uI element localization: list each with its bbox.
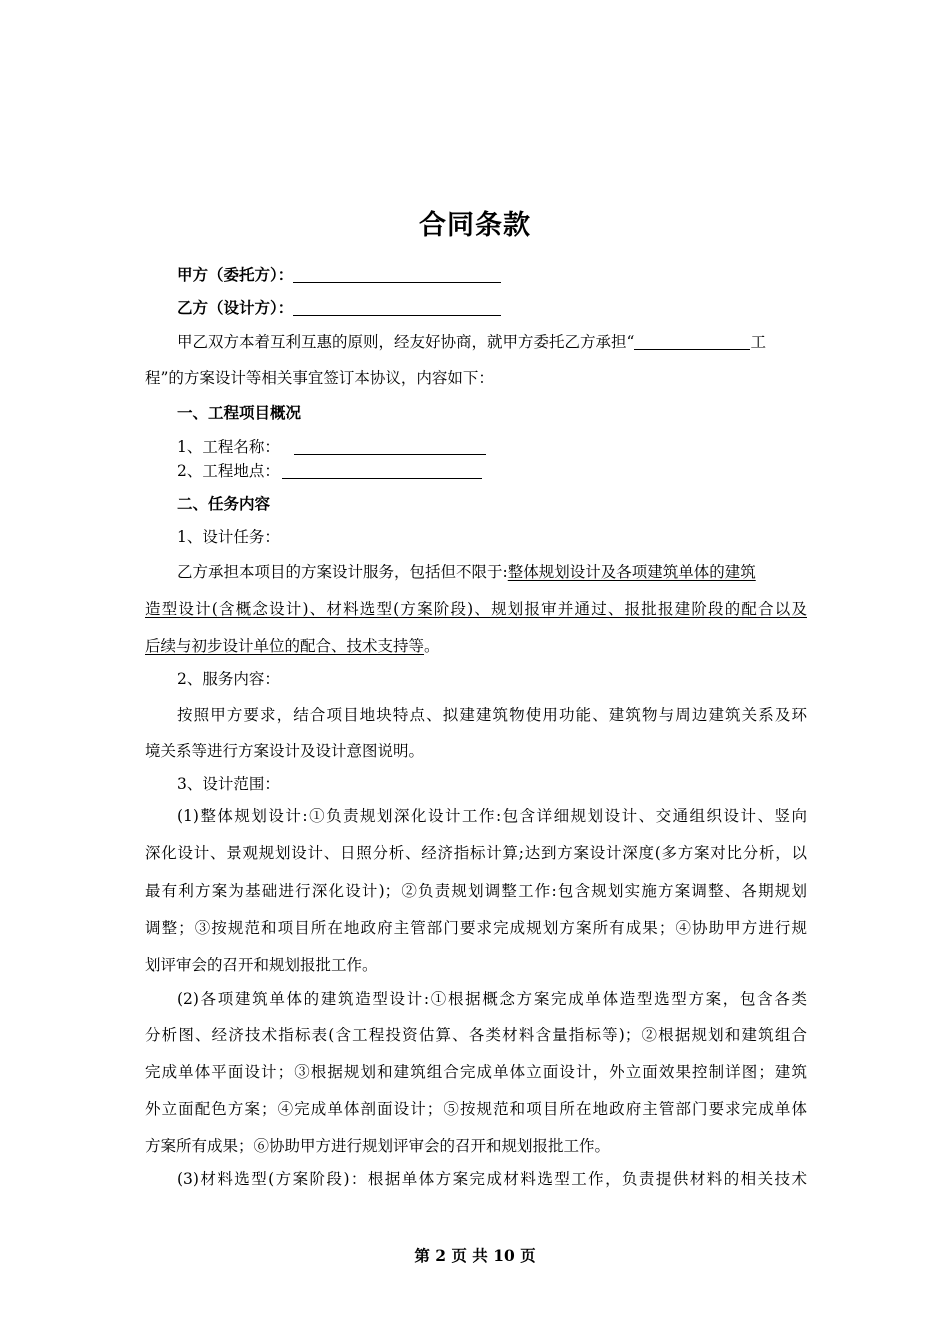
party-b-label: 乙方（设计方）：: [177, 298, 294, 317]
intro-text-b: 工: [750, 333, 766, 351]
party-a-blank[interactable]: [293, 266, 501, 283]
intro-text-a: 甲乙双方本着互利互惠的原则，经友好协商，就甲方委托乙方承担“: [177, 333, 635, 351]
task-underline-1: 整体规划设计及各项建筑单体的建筑: [507, 563, 756, 581]
party-b-blank[interactable]: [293, 299, 501, 316]
project-site-blank[interactable]: [282, 462, 482, 479]
page-footer: 第 2 页 共 10 页: [414, 1246, 536, 1265]
task-line-3: [145, 635, 807, 657]
scope-heading: 3、设计范围：: [177, 775, 280, 793]
scope-1-line-3: 最有利方案为基础进行深化设计)；②负责规划调整工作:包含规划实施方案调整、各期规划: [145, 882, 807, 900]
task-underline-3: 后续与初步设计单位的配合、技术支持等: [145, 637, 425, 655]
section-1-heading: 一、工程项目概况: [177, 403, 302, 422]
scope-1-line-1: (1)整体规划设计:①负责规划深化设计工作:包含详细规划设计、交通组织设计、竖向: [177, 807, 807, 825]
task-end: 。: [424, 637, 440, 655]
section-2-heading: 二、任务内容: [177, 494, 271, 513]
task-heading: 1、设计任务：: [177, 528, 280, 546]
service-line-1: 按照甲方要求，结合项目地块特点、拟建建筑物使用功能、建筑物与周边建筑关系及环: [177, 706, 807, 724]
scope-3-line-1: (3)材料选型(方案阶段)：根据单体方案完成材料选型工作，负责提供材料的相关技术: [177, 1170, 807, 1188]
scope-2-line-4: 外立面配色方案；④完成单体剖面设计；⑤按规范和项目所在地政府主管部门要求完成单体: [145, 1100, 807, 1118]
project-name-line: [177, 436, 807, 458]
task-line-1: [177, 561, 807, 583]
project-name-label: 1、工程名称：: [177, 438, 280, 456]
party-b-line: [177, 297, 807, 319]
scope-2-line-1: (2)各项建筑单体的建筑造型设计:①根据概念方案完成单体造型选型方案，包含各类: [177, 990, 807, 1008]
task-line-2: 造型设计(含概念设计)、材料选型(方案阶段)、规划报审并通过、报批报建阶段的配合以及: [145, 600, 807, 618]
project-site-label: 2、工程地点：: [177, 462, 280, 480]
scope-2-line-5: 方案所有成果；⑥协助甲方进行规划评审会的召开和规划报批工作。: [145, 1137, 611, 1155]
service-heading: 2、服务内容：: [177, 670, 280, 688]
project-title-blank[interactable]: [634, 333, 750, 350]
service-line-2: 境关系等进行方案设计及设计意图说明。: [145, 742, 425, 760]
scope-1-line-2: 深化设计、景观规划设计、日照分析、经济指标计算;达到方案设计深度(多方案对比分析，以: [145, 844, 807, 862]
project-name-blank[interactable]: [294, 438, 486, 455]
document-title: 合同条款: [419, 210, 531, 241]
scope-2-line-3: 完成单体平面设计；③根据规划和建筑组合完成单体立面设计，外立面效果控制详图；建筑: [145, 1063, 807, 1081]
task-prefix: 乙方承担本项目的方案设计服务，包括但不限于:: [177, 563, 508, 581]
project-site-line: [177, 460, 807, 482]
scope-1-line-5: 划评审会的召开和规划报批工作。: [145, 956, 378, 974]
intro-line-1: [177, 331, 807, 353]
party-a-line: [177, 264, 807, 286]
scope-2-line-2: 分析图、经济技术指标表(含工程投资估算、各类材料含量指标等)；②根据规划和建筑组合: [145, 1026, 807, 1044]
party-a-label: 甲方（委托方）：: [177, 265, 294, 284]
scope-1-line-4: 调整；③按规范和项目所在地政府主管部门要求完成规划方案所有成果；④协助甲方进行规: [145, 919, 807, 937]
intro-line-2: 程”的方案设计等相关事宜签订本协议，内容如下：: [145, 369, 494, 387]
